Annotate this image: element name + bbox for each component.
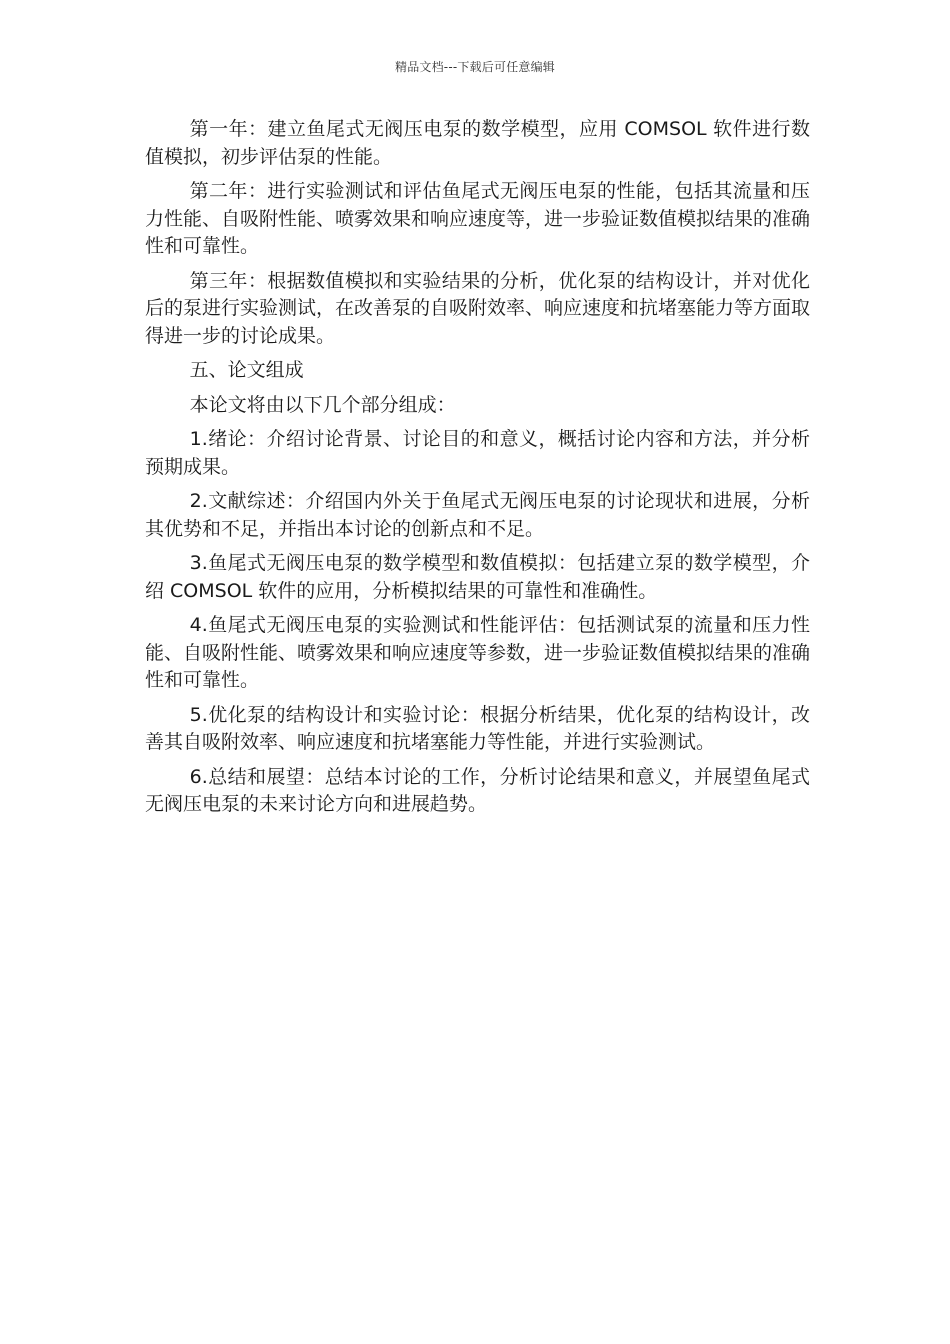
paragraph-year-two: 第二年：进行实验测试和评估鱼尾式无阀压电泵的性能，包括其流量和压力性能、自吸附性能、喷雾效果和响应速度等，进一步验证数值模拟结果的准确性和可靠性。 xyxy=(145,180,811,257)
section-heading: 五、论文组成 xyxy=(189,359,304,381)
list-item-1: 1.绪论：介绍讨论背景、讨论目的和意义，概括讨论内容和方法，并分析预期成果。 xyxy=(145,428,810,478)
paragraph-year-three: 第三年：根据数值模拟和实验结果的分析，优化泵的结构设计，并对优化后的泵进行实验测试，在改善泵的自吸附效率、响应速度和抗堵塞能力等方面取得进一步的讨论成果。 xyxy=(145,269,811,347)
list-item-6: 6.总结和展望：总结本讨论的工作，分析讨论结果和意义，并展望鱼尾式无阀压电泵的未来讨论方向和进展趋势。 xyxy=(145,765,810,815)
list-item-3: 3.鱼尾式无阀压电泵的数学模型和数值模拟：包括建立泵的数学模型，介绍 COMSOL 软件的应用，分析模拟结果的可靠性和准确性。 xyxy=(145,552,810,602)
list-item-5: 5.优化泵的结构设计和实验讨论：根据分析结果，优化泵的结构设计，改善其自吸附效率、响应速度和抗堵塞能力等性能，并进行实验测试。 xyxy=(145,703,810,753)
paragraph-intro: 本论文将由以下几个部分组成： xyxy=(189,393,456,416)
paragraph-year-one: 第一年：建立鱼尾式无阀压电泵的数学模型，应用 COMSOL 软件进行数值模拟，初步评估泵的性能。 xyxy=(145,118,810,168)
list-item-4: 4.鱼尾式无阀压电泵的实验测试和性能评估：包括测试泵的流量和压力性能、自吸附性能、喷雾效果和响应速度等参数，进一步验证数值模拟结果的准确性和可靠性。 xyxy=(145,614,811,691)
document-body xyxy=(145,116,810,826)
list-item-2: 2.文献综述：介绍国内外关于鱼尾式无阀压电泵的讨论现状和进展，分析其优势和不足，并指出本讨论的创新点和不足。 xyxy=(145,490,810,540)
page-header: 精品文档---下载后可任意编辑 xyxy=(395,60,555,74)
